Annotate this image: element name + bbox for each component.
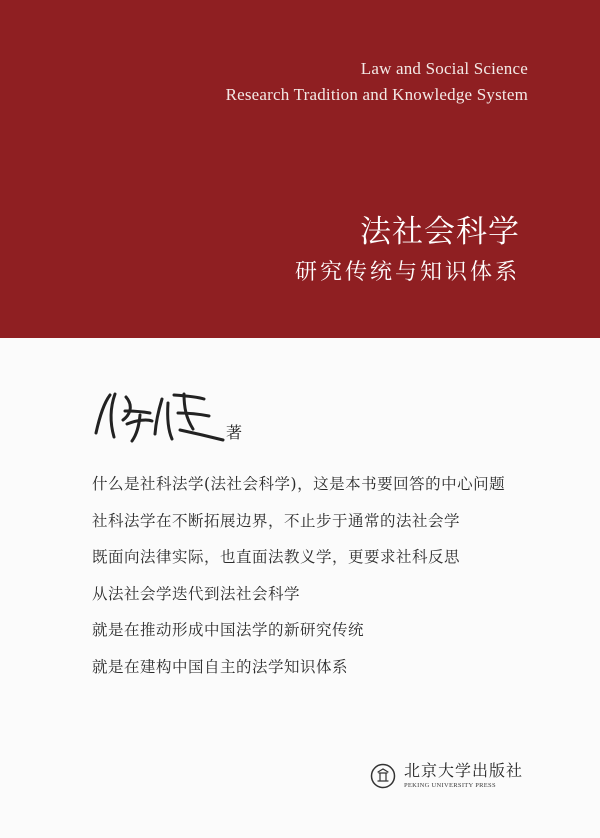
english-title-line-2: Research Tradition and Knowledge System (225, 85, 528, 104)
english-title-line-1: Law and Social Science (360, 59, 528, 78)
description-line: 从法社会学迭代到法社会科学 (92, 584, 301, 603)
description-line: 社科法学在不断拓展边界，不止步于通常的法社会学 (92, 511, 461, 530)
subtitle: 研究传统与知识体系 (294, 260, 520, 285)
description-block (92, 466, 512, 685)
title-band (0, 0, 600, 338)
author-signature-image (92, 385, 227, 447)
english-title (226, 56, 528, 108)
publisher-name-en: PEKING UNIVERSITY PRESS (404, 782, 496, 789)
author-role: 著 (226, 423, 243, 442)
description-line: 就是在建构中国自主的法学知识体系 (92, 657, 349, 676)
description-line: 什么是社科法学(法社会科学)，这是本书要回答的中心问题 (92, 475, 506, 493)
publisher-name-cn: 北京大学出版社 (404, 761, 524, 780)
description-line: 就是在推动形成中国法学的新研究传统 (92, 621, 365, 639)
main-title: 法社会科学 (360, 214, 520, 250)
description-line: 既面向法律实际，也直面法教义学，更要求社科反思 (92, 548, 461, 566)
publisher-block (370, 763, 523, 790)
publisher-logo (370, 763, 396, 789)
